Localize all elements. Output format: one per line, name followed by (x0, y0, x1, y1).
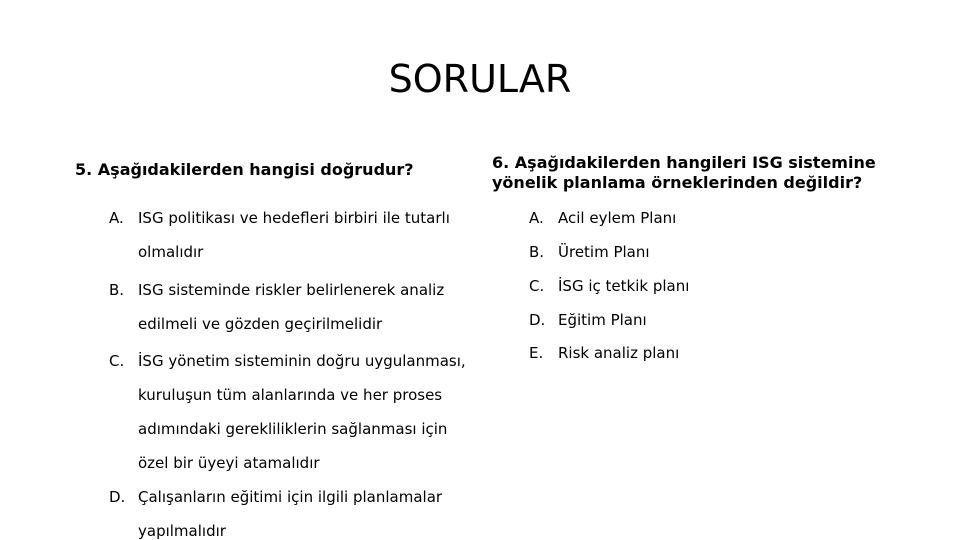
option-letter: B. (529, 243, 545, 261)
option-letter: B. (109, 281, 125, 299)
option-text: ISG sisteminde riskler belirlenerek analiz edilmeli ve gözden geçirilmelidir (138, 281, 445, 333)
option-text: Üretim Planı (558, 243, 650, 261)
q5-option-c (109, 344, 479, 480)
q6-option-b (529, 235, 829, 269)
q6-option-a (529, 201, 829, 235)
option-text: Eğitim Planı (558, 311, 647, 329)
q6-option-e (529, 336, 829, 370)
option-letter: A. (109, 209, 124, 227)
option-letter: C. (529, 277, 545, 295)
option-text: İSG yönetim sisteminin doğru uygulanması, kuruluşun tüm alanlarında ve her proses adımındaki gerekliliklerin sağlanması için özel bir üyeyi atamalıdır (138, 352, 466, 472)
q6-option-d (529, 303, 829, 337)
option-letter: D. (109, 488, 126, 506)
option-text: Risk analiz planı (558, 344, 680, 362)
option-letter: A. (529, 209, 544, 227)
option-text: ISG politikası ve hedefleri birbiri ile tutarlı olmalıdır (138, 209, 450, 261)
option-letter: C. (109, 352, 125, 370)
q5-option-a (109, 201, 479, 269)
option-text: Acil eylem Planı (558, 209, 677, 227)
option-text: İSG iç tetkik planı (558, 277, 690, 295)
q6-option-c (529, 269, 829, 303)
slide-title: SORULAR (388, 57, 572, 101)
question-6: 6. Aşağıdakilerden hangileri ISG sistemine yönelik planlama örneklerinden değildir? (492, 153, 876, 192)
option-letter: E. (529, 344, 544, 362)
option-letter: D. (529, 311, 546, 329)
q5-option-b (109, 273, 479, 341)
q5-option-d (109, 480, 479, 540)
question-5: 5. Aşağıdakilerden hangisi doğrudur? (75, 160, 414, 179)
option-text: Çalışanların eğitimi için ilgili planlamalar yapılmalıdır (138, 488, 443, 540)
